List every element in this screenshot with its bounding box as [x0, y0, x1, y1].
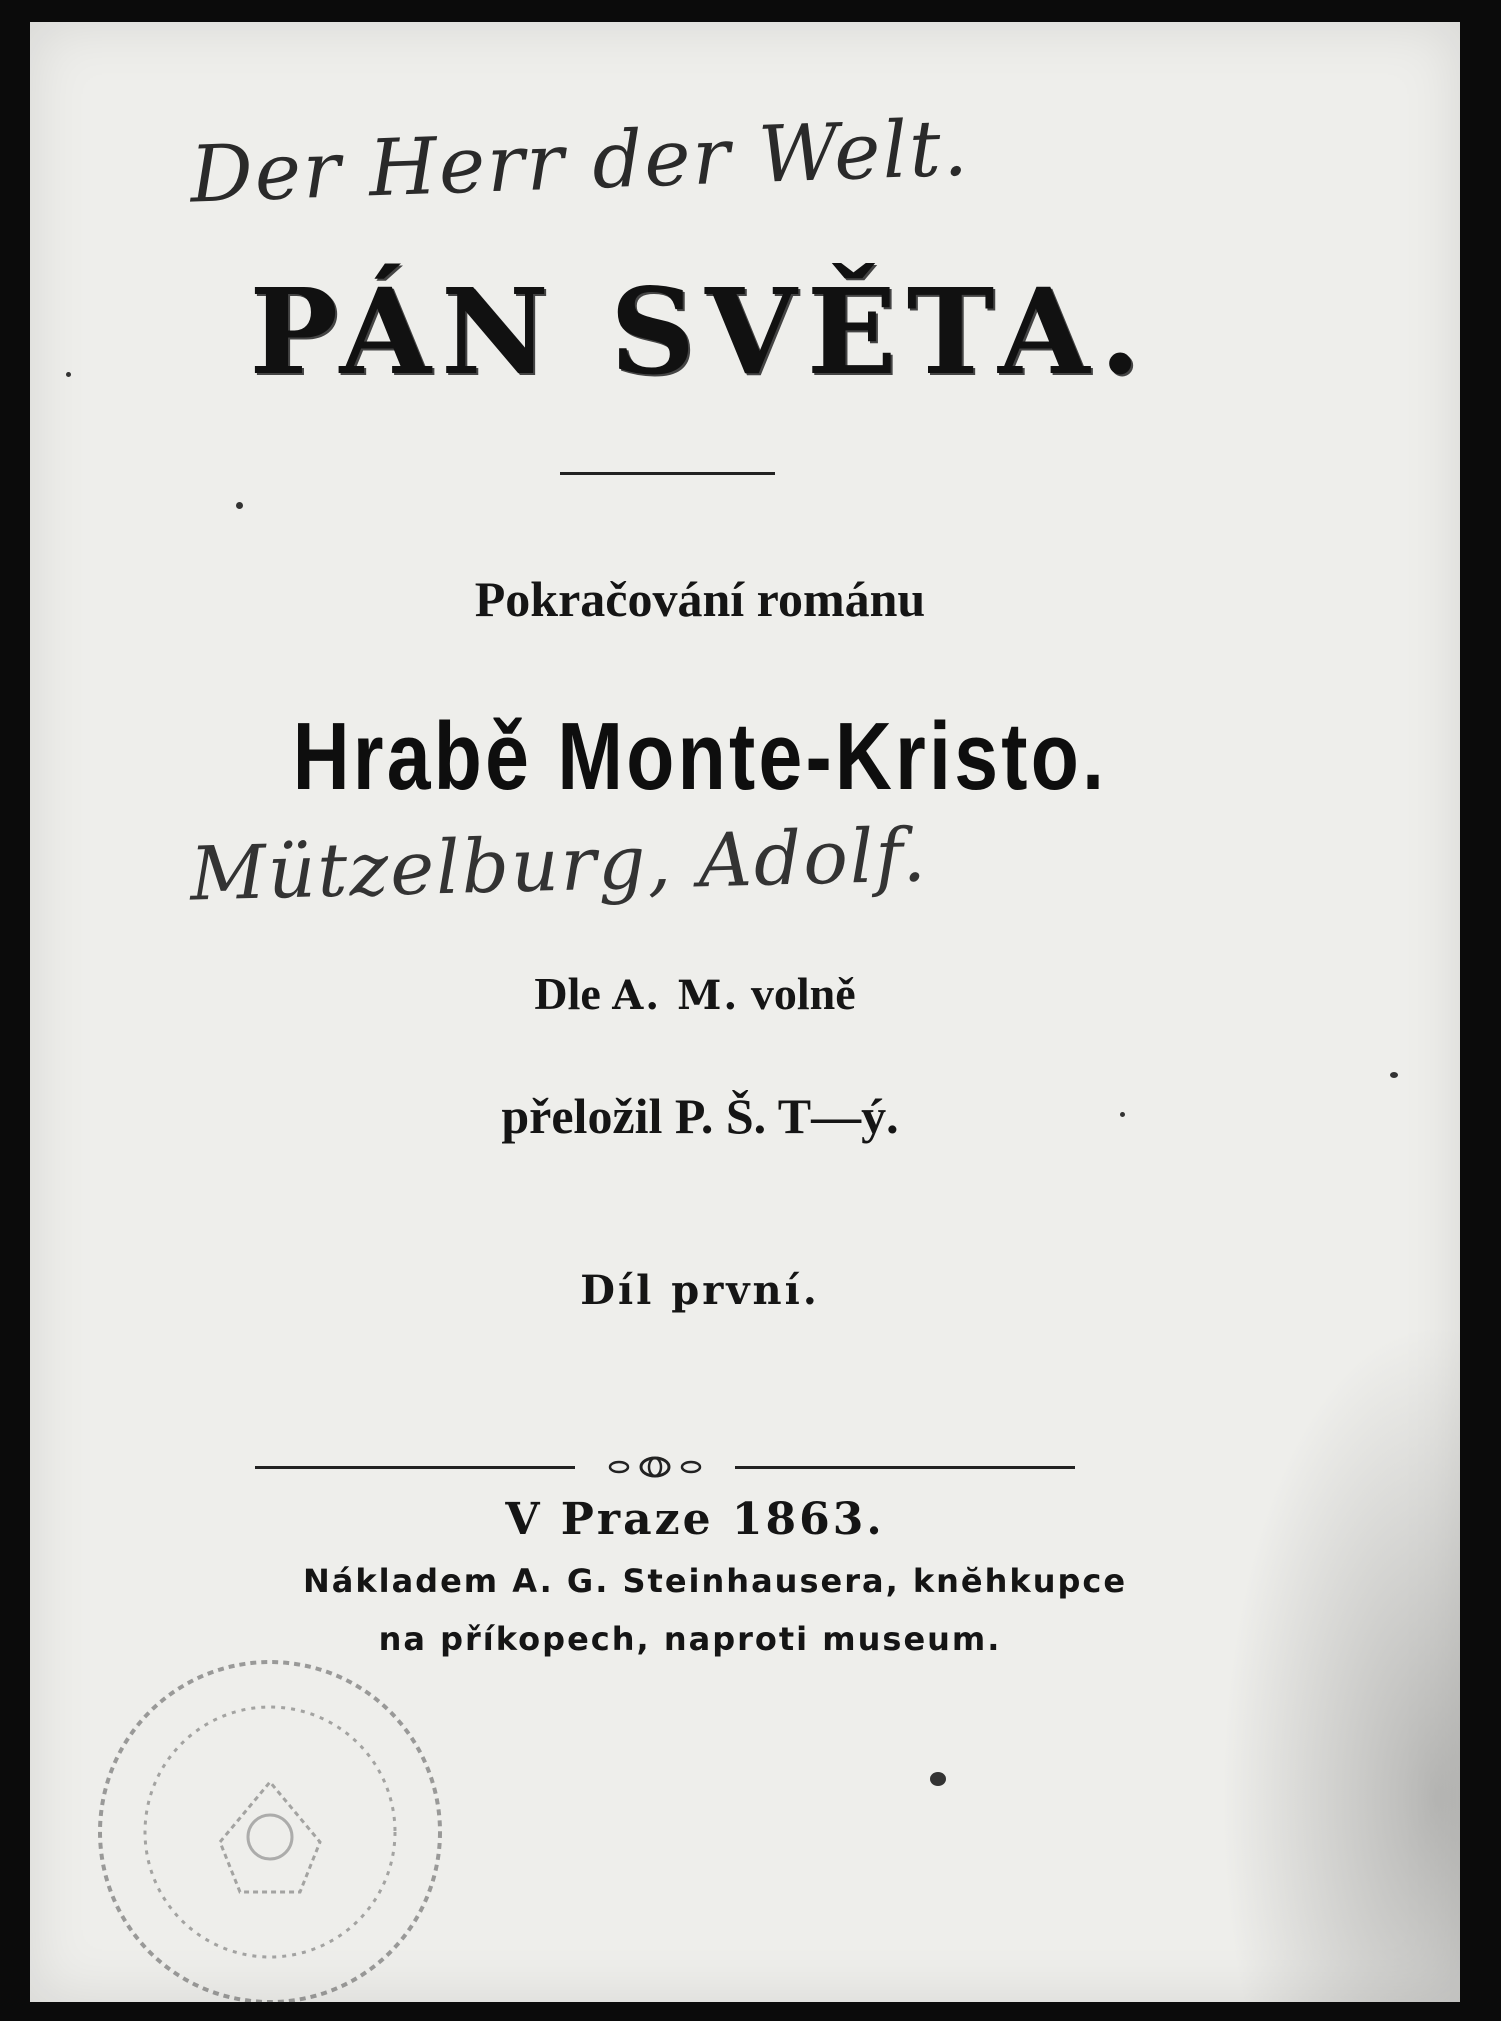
imprint-place-year: V Praze 1863.	[505, 1494, 885, 1545]
subtitle-line-1: Pokračování románu	[474, 571, 926, 627]
translator-prefix: Dle	[534, 968, 601, 1019]
translator-suffix: volně	[750, 968, 856, 1019]
translator-line-2: přeložil P. Š. T—ý.	[501, 1088, 899, 1144]
title-page	[30, 22, 1460, 2002]
handwritten-author-note: Mützelburg, Adolf.	[189, 812, 929, 918]
imprint-address: na příkopech, naproti museum.	[378, 1620, 1002, 1658]
imprint-divider	[255, 1452, 1075, 1482]
speck	[236, 502, 243, 509]
subtitle-line-2: Hrabě Monte-Kristo.	[292, 703, 1108, 810]
title-divider	[560, 472, 775, 475]
library-stamp-icon	[70, 1612, 470, 2002]
handwritten-note-top: Der Herr der Welt.	[188, 103, 971, 221]
volume-label: Díl první.	[580, 1267, 820, 1314]
book-title: PÁN SVĚTA.	[249, 262, 1151, 401]
speck	[930, 1772, 946, 1786]
divider-rule-left	[255, 1466, 575, 1469]
speck	[1120, 1112, 1125, 1117]
author-initials: A. M.	[612, 972, 740, 1019]
ornament-icon	[605, 1452, 705, 1482]
translator-line-1	[30, 967, 1410, 1020]
speck	[66, 372, 71, 377]
imprint-publisher: Nákladem A. G. Steinhausera, knĕhkupce	[302, 1562, 1128, 1600]
divider-rule-right	[735, 1466, 1075, 1469]
speck	[1390, 1072, 1398, 1078]
